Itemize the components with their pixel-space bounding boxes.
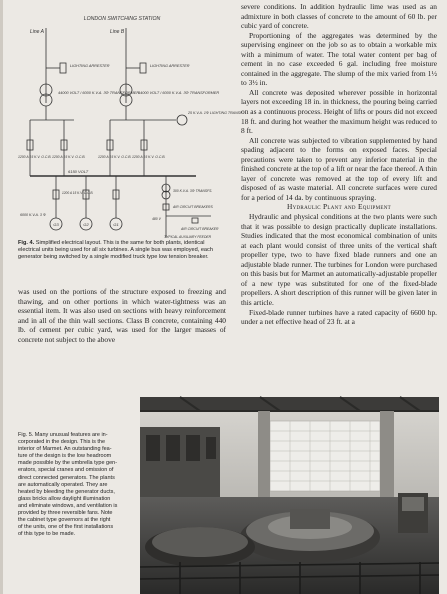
figure-5-caption (18, 432, 132, 538)
right-paragraph-4: All concrete was subjected to vibration supplemented by hand spading adjacent to the forms on exposed faces. Special precautions were taken to prevent any inferior material in the finished concrete at the top of a lift or near the face thereof. A thin layer of concrete was removed at the top of every lift and disposed of as waste material. All concrete surfaces were cured for a period of 14 da. by continuous spraying. (241, 135, 437, 202)
right-paragraph-1: severe conditions. In addition hydraulic lime was used as an admixture in both classes of concrete to the amount of 60 lb. per cubic yard of concrete. (241, 2, 437, 31)
generator-label-3: G3 (53, 222, 59, 227)
caption5-line: the cabinet type governors at the right (18, 517, 111, 524)
typical-aux-label: TYPICAL AUXILIARY FEEDER (164, 235, 212, 239)
generator-label-2: G2 (83, 222, 89, 227)
right-paragraph-5: Hydraulic and physical conditions at the two plants were such that it was possible to design practically duplicate installations. Studies indicated that the most economical combination of units at each plant would consist of three units of the vertical shaft propeller type, two to have fixed blade runners and one an adjustable blade runner. The turbines for London were purchased on this basis but for Marmet an automatically-adjustable propeller of a new type was substituted for one of the fixed-blade propellers. A short description of this runner will be given later in this article. (241, 212, 437, 307)
aux-transformer-label: 300 K.V.A. 3Φ TRANSFS. (173, 189, 213, 193)
breaker-label-2: 1200 A 15 K.V. O.C.B. (52, 155, 86, 159)
air-breaker-label: AIR CIRCUIT BREAKERS (173, 205, 213, 209)
transformer-a-label: 44000 VOLT / 6000 K.V.A. 3Φ TRANSFORMER (58, 91, 140, 95)
transformer-b-label: 44000 VOLT / 6000 K.V.A. 3Φ TRANSFORMER (138, 91, 220, 95)
caption5-line: interior of Marmet. An outstanding fea- (18, 446, 112, 453)
right-paragraph-3: All concrete was deposited wherever possible in horizontal layers not exceeding 18 in. in thickness, the pouring being carried on as a continuous process. Height of lifts or pours did not exceed 18 ft. and during hot weather the maximum height was reduced to 8 ft. (241, 87, 437, 136)
section-heading: Hydraulic Plant and Equipment (286, 202, 392, 212)
caption5-line: provided by three reversible fans. Note (18, 510, 113, 517)
line-b-label: Line B (110, 29, 125, 35)
caption5-line: of this type to be made. (18, 531, 76, 538)
figure-4-caption-text: Simplified electrical layout. This is the same for both plants, identical electrical units being used for all six turbines. A single bus was employed, each generator being switched by a single modified truck type low tension breaker. (18, 240, 213, 260)
bus-voltage-label: 6150 VOLT (68, 169, 89, 174)
aux-voltage-label: 480 V (152, 217, 161, 221)
left-column (18, 287, 226, 344)
breaker-label-1: 1200 A 15 K.V. O.C.B. (18, 155, 52, 159)
caption5-line: and eliminate windows, and ventilation is (18, 502, 118, 509)
caption5-line: heated by bleeding the generator ducts, (18, 488, 115, 495)
caption5-line: corporated in the design. This is the (18, 439, 106, 446)
breaker-label-4: 1200 A 15 K.V. O.C.B. (132, 155, 166, 159)
figure-4-caption-label: Fig. 4. (18, 240, 35, 246)
figure-4-electrical-diagram (16, 8, 243, 241)
generator-rating-label: 6000 K.V.A. 3 Φ (20, 213, 46, 217)
caption5-line: direct connected generators. The plants (18, 474, 115, 481)
caption5-line: of the units, one of the first installations (18, 524, 114, 531)
line-a-label: Line A (30, 29, 44, 35)
breaker-label-3: 1200 A 15 K.V. O.C.B. (98, 155, 132, 159)
arrester-a-label: LIGHTING ARRESTER (70, 64, 110, 68)
caption5-line: ture of the design is the low headroom (18, 453, 112, 460)
caption5-line: glass bricks allow daylight illumination (18, 495, 111, 502)
right-paragraph-6: Fixed-blade runner turbines have a rated capacity of 6600 hp. under a net effective head of 23 ft. at a (241, 307, 437, 327)
right-paragraph-2: Proportioning of the aggregates was determined by the supervising engineer on the job so as to obtain a workable mix with a minimum of water. The total water content per bag of cement in no case exceeded 6 gal. including free moisture contained in the aggregate. The slump of the mix varied from 1½ to 3½ in. (241, 30, 437, 88)
caption5-line: are automatically operated. They are (18, 481, 108, 488)
lighting-transformer-label: 25 K.V.A. 1Φ LIGHTING TRANSF. (188, 111, 243, 115)
caption5-line: made possible by the umbrella type gen- (18, 460, 118, 467)
arrester-b-label: LIGHTING ARRESTER (150, 64, 190, 68)
caption5-line: erators, special cranes and omission of (18, 467, 114, 474)
right-column (241, 2, 437, 327)
figure-4-caption (18, 240, 226, 261)
left-paragraph-1: was used on the portions of the structure exposed to freezing and thawing, and on other portions in which water-tightness was an essential item. It was also used on sections with heavy reinforcement and in all of the thin wall sections. Class B concrete, containing 440 lb. of cement per cubic yard, was used for the larger masses of concrete not subject to the above (18, 287, 226, 344)
air-breaker-2-label: AIR CIRCUIT BREAKER (181, 227, 219, 231)
diagram-title: LONDON SWITCHING STATION (83, 16, 161, 22)
generator-label-1: G1 (113, 222, 119, 227)
generator-breaker-label: 1200 A 15 K.V. O.C.B. (62, 191, 94, 195)
caption5-line: Fig. 5. Many unusual features are in- (18, 432, 108, 438)
figure-5-photo (140, 397, 439, 594)
